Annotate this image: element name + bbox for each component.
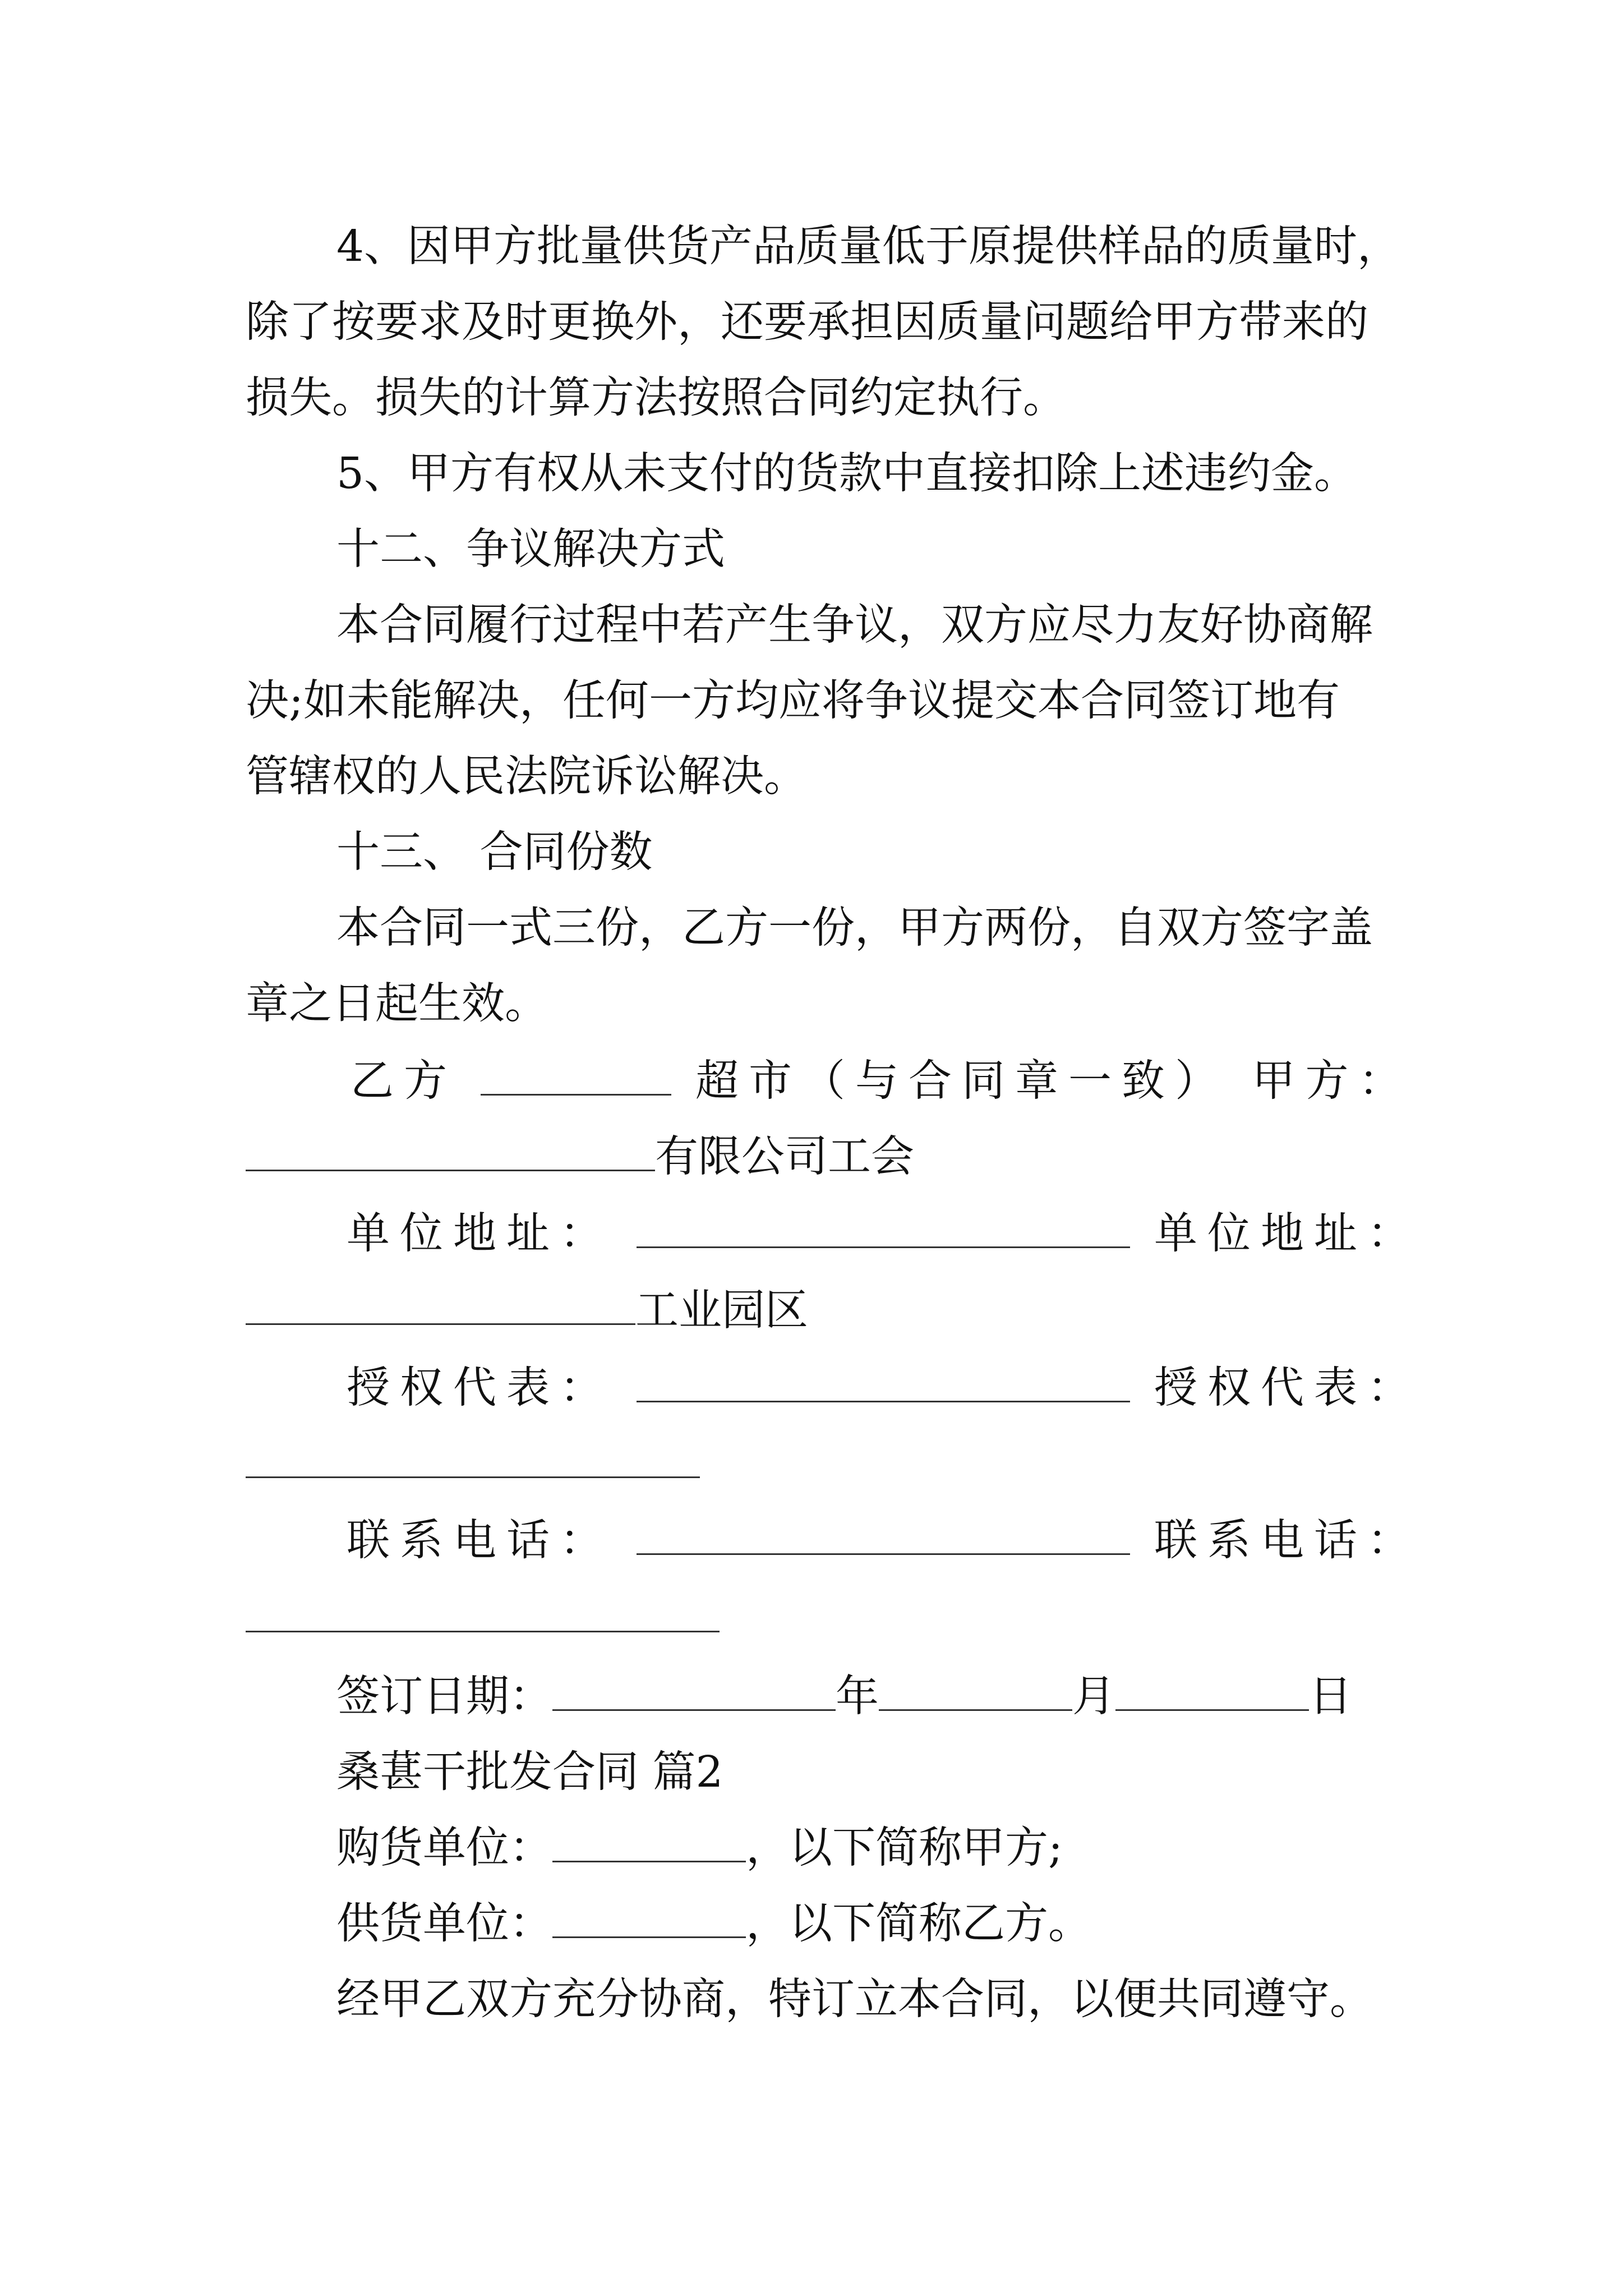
section-12-line-2: 决;如未能解决，任何一方均应将争议提交本合同签订地有 bbox=[246, 676, 1340, 726]
date-month-blank[interactable] bbox=[879, 1670, 1072, 1711]
address-a-row bbox=[246, 1283, 808, 1339]
party-a-label: 甲方： bbox=[1252, 1056, 1412, 1106]
party-row bbox=[351, 1053, 1412, 1110]
buyer-suffix: ，以下简称甲方; bbox=[746, 1823, 1063, 1873]
party-a-name-blank[interactable] bbox=[246, 1130, 655, 1171]
date-year: 年 bbox=[836, 1672, 879, 1722]
address-row bbox=[347, 1206, 1421, 1262]
phone-label-a: 联系电话： bbox=[1154, 1516, 1421, 1566]
rep-label-a: 授权代表： bbox=[1154, 1363, 1421, 1413]
buyer-blank[interactable] bbox=[552, 1821, 746, 1862]
section-12-line-3: 管辖权的人民法院诉讼解决。 bbox=[246, 752, 807, 802]
phone-blank-b[interactable] bbox=[637, 1514, 1130, 1555]
date-year-blank[interactable] bbox=[552, 1670, 836, 1711]
party-a-row bbox=[246, 1129, 914, 1185]
address-value-a: 工业园区 bbox=[635, 1286, 808, 1336]
clause-5: 5、甲方有权从未支付的货款中直接扣除上述违约金。 bbox=[336, 449, 1357, 499]
rep-blank-a[interactable] bbox=[246, 1437, 700, 1478]
date-day-blank[interactable] bbox=[1115, 1670, 1309, 1711]
section-13-heading: 十三、 合同份数 bbox=[336, 827, 653, 877]
phone-a-row bbox=[246, 1590, 720, 1646]
rep-row bbox=[347, 1360, 1421, 1416]
phone-label-b: 联系电话： bbox=[347, 1516, 613, 1566]
party-b-name-blank[interactable] bbox=[481, 1055, 671, 1096]
clause-4-line-1: 4、因甲方批量供货产品质量低于原提供样品的质量时， bbox=[336, 222, 1400, 272]
buyer-row bbox=[336, 1820, 1063, 1876]
section-12-heading: 十二、争议解决方式 bbox=[336, 524, 725, 574]
rep-a-row bbox=[246, 1436, 700, 1492]
address-blank-b[interactable] bbox=[637, 1207, 1130, 1248]
phone-row bbox=[347, 1513, 1421, 1569]
seller-suffix: ，以下简称乙方。 bbox=[746, 1899, 1091, 1949]
date-row bbox=[336, 1669, 1352, 1725]
date-label: 签订日期： bbox=[336, 1672, 552, 1722]
date-month: 月 bbox=[1072, 1672, 1115, 1722]
date-day: 日 bbox=[1309, 1672, 1352, 1722]
clause-4-line-3: 损失。损失的计算方法按照合同约定执行。 bbox=[246, 373, 1066, 423]
section-13-line-2: 章之日起生效。 bbox=[246, 979, 548, 1029]
section-13-line-1: 本合同一式三份，乙方一份，甲方两份，自双方签字盖 bbox=[336, 903, 1373, 953]
party-a-name: 有限公司工会 bbox=[655, 1132, 914, 1182]
section-2-title: 桑葚干批发合同 篇2 bbox=[336, 1747, 723, 1797]
party-b-label: 乙方 bbox=[351, 1056, 457, 1106]
clause-4-line-2: 除了按要求及时更换外，还要承担因质量问题给甲方带来的 bbox=[246, 297, 1368, 347]
party-b-suffix: 超市（与合同章一致） bbox=[695, 1056, 1228, 1106]
seller-row bbox=[336, 1896, 1091, 1952]
phone-blank-a[interactable] bbox=[246, 1591, 720, 1632]
section-2-intro: 经甲乙双方充分协商，特订立本合同，以便共同遵守。 bbox=[336, 1975, 1373, 2024]
buyer-label: 购货单位： bbox=[336, 1823, 552, 1873]
section-12-line-1: 本合同履行过程中若产生争议，双方应尽力友好协商解 bbox=[336, 600, 1373, 650]
rep-blank-b[interactable] bbox=[637, 1361, 1130, 1402]
address-blank-a[interactable] bbox=[246, 1284, 635, 1325]
address-label-b: 单位地址： bbox=[347, 1209, 613, 1259]
rep-label-b: 授权代表： bbox=[347, 1363, 613, 1413]
seller-label: 供货单位： bbox=[336, 1899, 552, 1949]
address-label-a: 单位地址： bbox=[1154, 1209, 1421, 1259]
seller-blank[interactable] bbox=[552, 1897, 746, 1938]
